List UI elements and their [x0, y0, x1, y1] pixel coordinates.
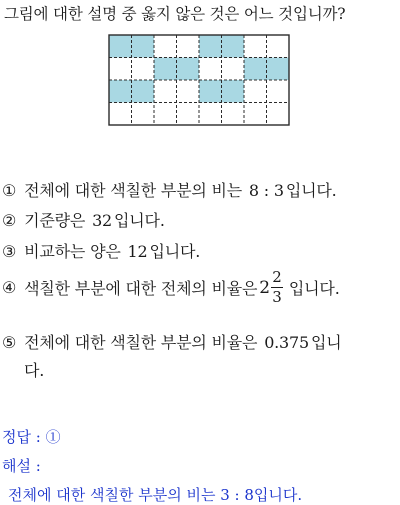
- shaded-cell: [199, 35, 222, 58]
- choice-suffix: 입니: [311, 333, 342, 352]
- choice-text: 기준량은: [24, 211, 86, 230]
- choice-4[interactable]: [2, 270, 340, 305]
- choice-math: 12: [127, 242, 148, 261]
- choice-text: 전체에 대한 색칠한 부분의 비율은: [24, 333, 258, 352]
- choice-5[interactable]: [2, 330, 342, 353]
- choice-math: 0.375: [264, 333, 309, 352]
- shaded-cell: [109, 35, 132, 58]
- choice-number: ④: [2, 278, 17, 297]
- shaded-cell: [132, 80, 155, 103]
- shaded-cell: [244, 58, 267, 81]
- explanation-label: 해설 :: [2, 457, 41, 475]
- choice-suffix: 입니다.: [288, 279, 340, 298]
- shaded-cell: [199, 80, 222, 103]
- mixed-fraction: [259, 270, 283, 305]
- choice-number: ①: [2, 181, 17, 200]
- choice-number: ②: [2, 211, 17, 230]
- choice-1[interactable]: [2, 178, 337, 201]
- shaded-cell: [267, 58, 290, 81]
- shaded-grid-figure: [108, 34, 290, 126]
- choice-suffix: 입니다.: [114, 211, 165, 230]
- shaded-cell: [177, 58, 200, 81]
- grid-svg: [108, 34, 290, 126]
- choice-suffix: 입니다.: [149, 242, 201, 261]
- choice-math: 8 : 3: [248, 181, 284, 200]
- choice-5-continuation: 다.: [24, 361, 45, 380]
- explanation-text: 전체에 대한 색칠한 부분의 비는 3 : 8입니다.: [8, 486, 303, 504]
- shaded-cell: [222, 35, 245, 58]
- fraction-denominator: 3: [272, 288, 282, 306]
- choice-2[interactable]: [2, 208, 165, 231]
- choice-3[interactable]: [2, 239, 200, 262]
- answer-label: 정답 : ①: [2, 428, 61, 446]
- choice-text: 전체에 대한 색칠한 부분의 비는: [24, 181, 243, 200]
- shaded-cell: [222, 80, 245, 103]
- choice-number: ⑤: [2, 333, 17, 352]
- choice-number: ③: [2, 242, 17, 261]
- fraction: [271, 270, 283, 305]
- choice-text: 비교하는 양은: [24, 242, 121, 261]
- shaded-cell: [132, 35, 155, 58]
- shaded-cell: [154, 58, 177, 81]
- fraction-numerator: 2: [272, 268, 282, 286]
- shaded-cell: [109, 80, 132, 103]
- choice-suffix: 입니다.: [285, 181, 337, 200]
- choice-text: 색칠한 부분에 대한 전체의 비율은: [24, 279, 258, 298]
- fraction-whole: 2: [259, 277, 270, 298]
- question-text: 그림에 대한 설명 중 옳지 않은 것은 어느 것입니까?: [4, 5, 346, 23]
- choice-math: 32: [92, 211, 113, 230]
